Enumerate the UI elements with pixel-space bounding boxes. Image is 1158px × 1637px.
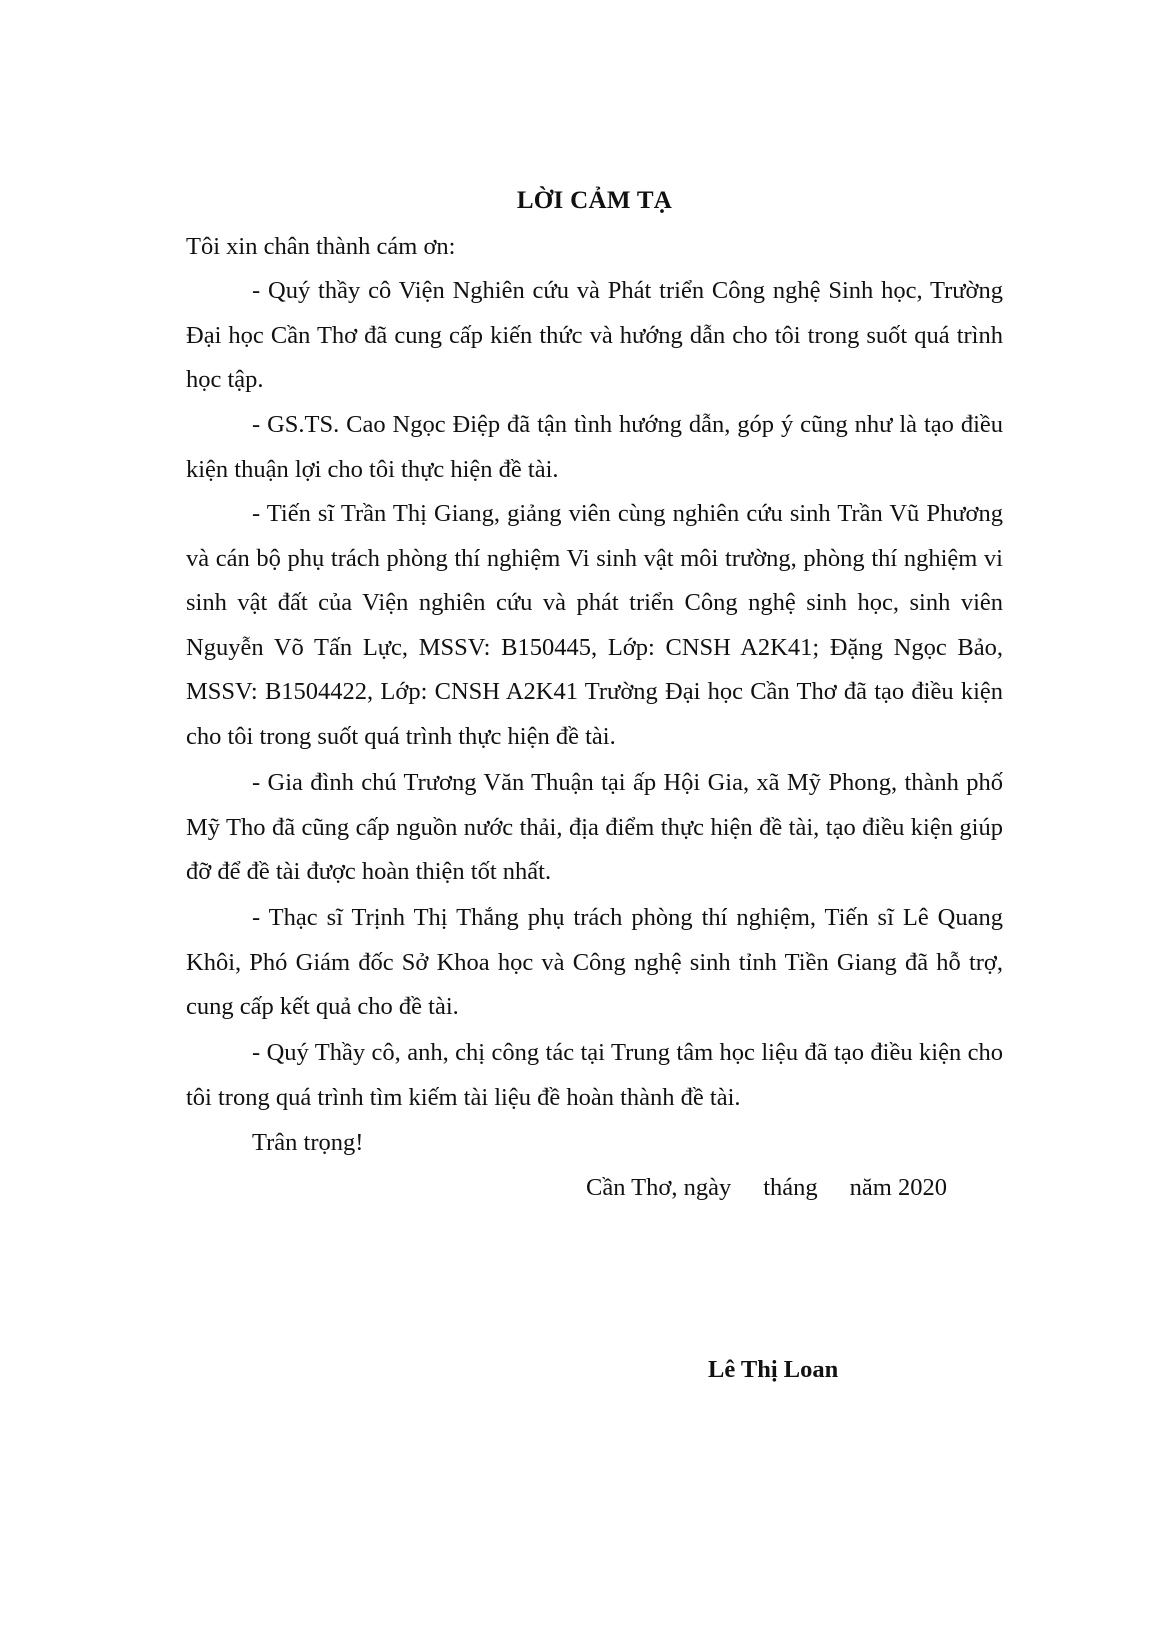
place-day-text: Cần Thơ, ngày [586,1174,732,1201]
paragraph-supervisor: - GS.TS. Cao Ngọc Điệp đã tận tình hướng dẫn, góp ý cũng như là tạo điều kiện thuận lợi cho tôi thực hiện đề tài. [186,411,1003,483]
paragraph-lab-staff: - Tiến sĩ Trần Thị Giang, giảng viên cùng nghiên cứu sinh Trần Vũ Phương và cán bộ phụ trách phòng thí nghiệm Vi sinh vật môi trường, phòng thí nghiệm vi sinh vật đất của Viện nghiên cứu và phát triển Công nghệ sinh học, sinh viên Nguyễn Võ Tấn Lực, MSSV: B150445, Lớp: CNSH A2K41; Đặng Ngọc Bảo, MSSV: B1504422, Lớp: CNSH A2K41 Trường Đại học Cần Thơ đã tạo điều kiện cho tôi trong suốt quá trình thực hiện đề tài. [186,500,1003,750]
signature-name: Lê Thị Loan [708,1356,839,1383]
paragraph-department: - Thạc sĩ Trịnh Thị Thắng phụ trách phòng thí nghiệm, Tiến sĩ Lê Quang Khôi, Phó Giám đốc Sở Khoa học và Công nghệ sinh tỉnh Tiền Giang đã hỗ trợ, cung cấp kết quả cho đề tài. [186,904,1003,1020]
paragraph-library: - Quý Thầy cô, anh, chị công tác tại Trung tâm học liệu đã tạo điều kiện cho tôi trong quá trình tìm kiếm tài liệu đề hoàn thành đề tài. [186,1039,1003,1111]
paragraph-institute: - Quý thầy cô Viện Nghiên cứu và Phát triển Công nghệ Sinh học, Trường Đại học Cần Thơ đã cung cấp kiến thức và hướng dẫn cho tôi trong suốt quá trình học tập. [186,277,1003,393]
intro-line: Tôi xin chân thành cám ơn: [186,233,456,260]
year-text: năm 2020 [849,1174,947,1201]
page-title: LỜI CẢM TẠ [516,187,673,214]
month-text: tháng [763,1174,818,1201]
closing-line: Trân trọng! [252,1129,364,1156]
place-date-line [586,1166,947,1211]
paragraph-family: - Gia đình chú Trương Văn Thuận tại ấp Hội Gia, xã Mỹ Phong, thành phố Mỹ Tho đã cũng cấp nguồn nước thải, địa điểm thực hiện đề tài, tạo điều kiện giúp đỡ để đề tài được hoàn thiện tốt nhất. [186,769,1003,885]
